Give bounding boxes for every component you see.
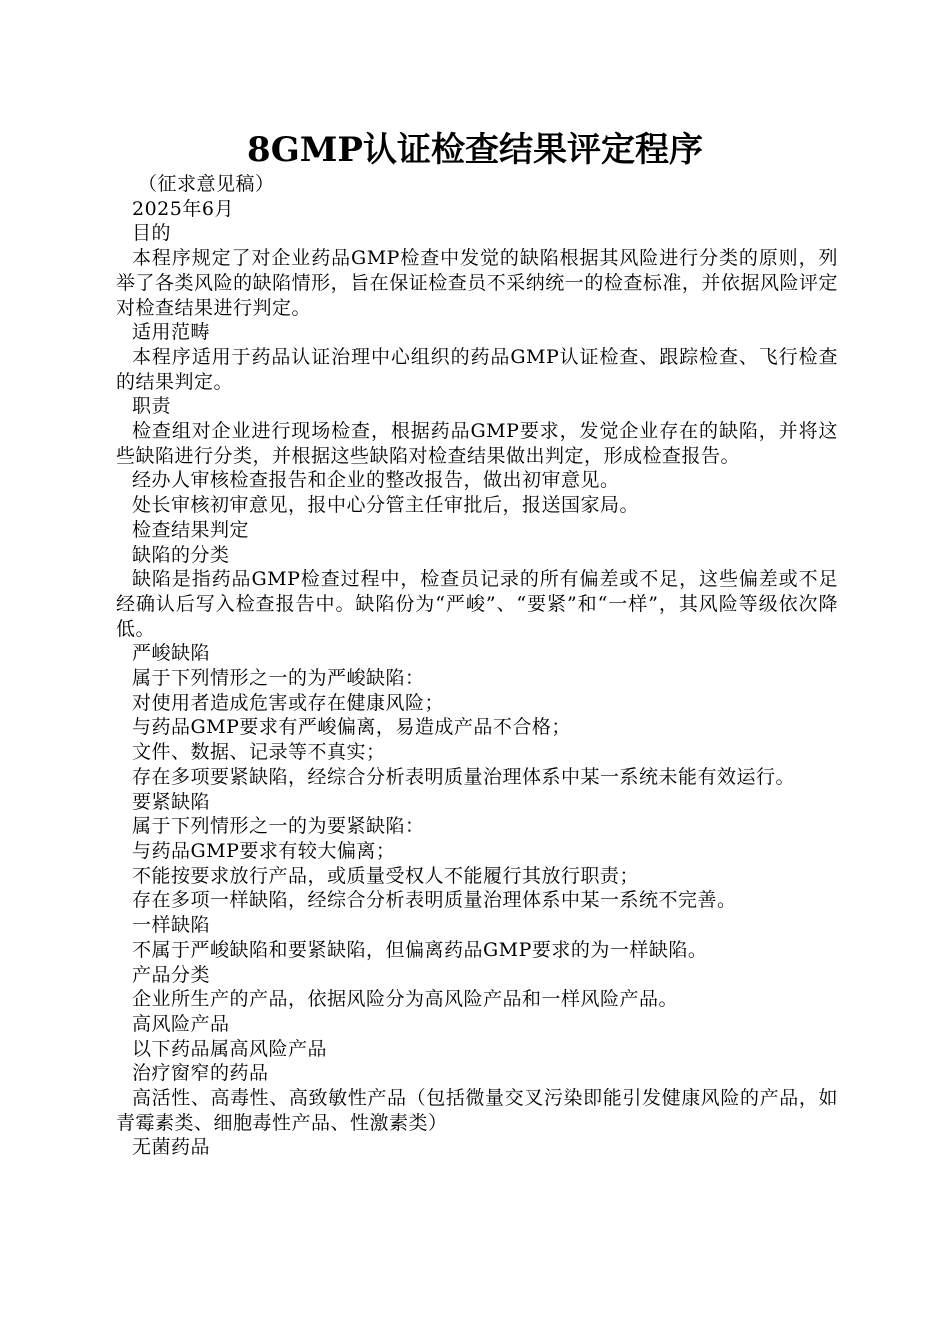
section-heading: 产品分类	[132, 963, 211, 986]
paragraph: 属于下列情形之一的为要紧缺陷：	[132, 815, 425, 838]
list-item: 文件、数据、记录等不真实；	[132, 741, 386, 764]
paragraph: 本程序适用于药品认证治理中心组织的药品GMP认证检查、跟踪检查、飞行检查的结果判定。	[116, 345, 838, 393]
list-item: 存在多项一样缺陷，经综合分析表明质量治理体系中某一系统不完善。	[132, 889, 737, 912]
paragraph: 缺陷是指药品GMP检查过程中，检查员记录的所有偏差或不足，这些偏差或不足经确认后写入检查报告中。缺陷份为“严峻”、“要紧”和“一样”，其风险等级依次降低。	[116, 568, 838, 640]
list-item: 高活性、高毒性、高致敏性产品（包括微量交叉污染即能引发健康风险的产品，如青霉素类、细胞毒性产品、性激素类）	[116, 1087, 838, 1134]
paragraph: 以下药品属高风险产品	[132, 1037, 328, 1060]
section-heading: 一样缺陷	[132, 914, 211, 937]
paragraph: 不属于严峻缺陷和要紧缺陷，但偏离药品GMP要求的为一样缺陷。	[132, 938, 708, 961]
document-subtitle: （征求意见稿）	[138, 173, 275, 195]
section-heading: 检查结果判定	[132, 518, 250, 541]
paragraph: 经办人审核检查报告和企业的整改报告，做出初审意见。	[132, 469, 620, 492]
document-date: 2025年6月	[132, 197, 234, 220]
paragraph: 属于下列情形之一的为严峻缺陷：	[132, 667, 425, 690]
list-item: 存在多项要紧缺陷，经综合分析表明质量治理体系中某一系统未能有效运行。	[132, 765, 796, 788]
document-body	[116, 172, 838, 1160]
paragraph: 企业所生产的产品，依据风险分为高风险产品和一样风险产品。	[132, 988, 679, 1011]
section-heading: 目的	[132, 222, 172, 245]
list-item: 无菌药品	[132, 1136, 211, 1159]
list-item: 不能按要求放行产品，或质量受权人不能履行其放行职责；	[132, 864, 640, 887]
section-heading: 适用范畴	[132, 321, 211, 344]
section-heading: 缺陷的分类	[132, 543, 230, 566]
document-title: 8GMP认证检查结果评定程序	[247, 130, 703, 170]
list-item: 与药品GMP要求有较大偏离；	[132, 839, 396, 862]
section-heading: 高风险产品	[132, 1012, 230, 1035]
list-item: 治疗窗窄的药品	[132, 1062, 269, 1085]
paragraph: 检查组对企业进行现场检查，根据药品GMP要求，发觉企业存在的缺陷，并将这些缺陷进行分类，并根据这些缺陷对检查结果做出判定，形成检查报告。	[116, 420, 838, 467]
section-heading: 严峻缺陷	[132, 642, 211, 665]
list-item: 与药品GMP要求有严峻偏离，易造成产品不合格；	[132, 716, 571, 739]
paragraph: 处长审核初审意见，报中心分管主任审批后，报送国家局。	[132, 494, 640, 517]
section-heading: 要紧缺陷	[132, 790, 211, 813]
section-heading: 职责	[132, 395, 172, 418]
list-item: 对使用者造成危害或存在健康风险；	[132, 691, 445, 714]
paragraph: 本程序规定了对企业药品GMP检查中发觉的缺陷根据其风险进行分类的原则，列举了各类风险的缺陷情形，旨在保证检查员不采纳统一的检查标准，并依据风险评定对检查结果进行判定。	[116, 247, 838, 319]
